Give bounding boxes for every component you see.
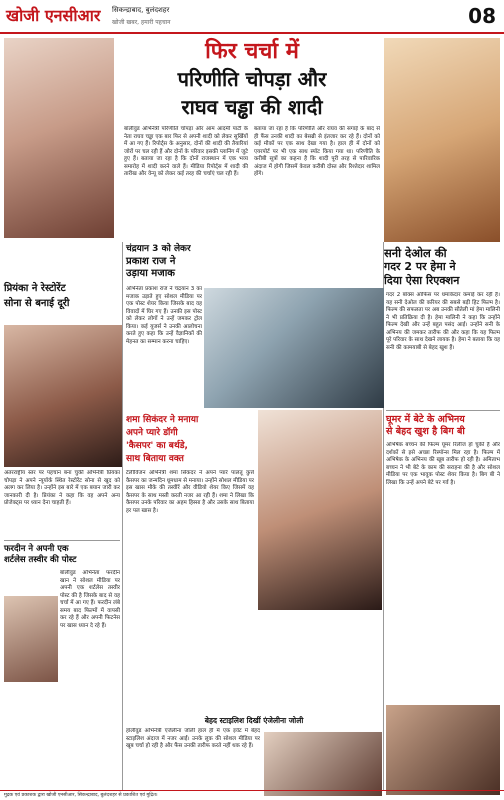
lead-headline-line1: फिर चर्चा में: [205, 39, 299, 64]
photo-prakash-raj: [204, 288, 384, 408]
photo-fardeen-khan: [4, 596, 58, 682]
priyanka-headline-line2: सोना से बनाई दूरी: [4, 298, 70, 309]
shama-headline-line3: 'कैसपर' का बर्थडे,: [126, 441, 188, 451]
masthead: [0, 0, 504, 34]
hema-headline-line1: सनी देओल की: [384, 246, 447, 260]
photo-abhishek-amitabh: [386, 705, 500, 795]
dia-body: हॉलीवुड अभिनेत्री एंजेलीना जोली हाल ही में एक इवेंट में बेहद स्टाइलिश अंदाज में नजर आईं। उनके लुक की सोशल मीडिया पर खूब चर्चा हो रही है और फैंस उनकी तारीफ करते नहीं थक रहे हैं।: [126, 728, 260, 749]
lead-headline-line3: राघव चड्ढा की शादी: [181, 95, 323, 119]
priyanka-body: अंतरराष्ट्रीय स्तर पर पहचान बना चुकी अभिनेत्री प्रियंका चोपड़ा ने अपने न्यूयॉर्क स्थित रेस्टोरेंट सोना से खुद को अलग कर लिया है। उन्होंने इस बारे में एक बयान जारी कर जानकारी दी है। प्रियंका ने कहा कि वह अपने अन्य प्रोजेक्ट्स पर ध्यान देना चाहती हैं।: [4, 470, 120, 506]
lead-headline-line2: परिणीति चोपड़ा और: [177, 67, 327, 91]
prakash-headline-line1: चंद्रयान 3 को लेकर: [126, 244, 191, 254]
dia-headline: बेहद स्टाइलिश दिखीं एंजेलीना जोली: [204, 716, 304, 725]
hema-headline-line3: दिया ऐसा रिएक्शन: [384, 274, 460, 287]
footer-imprint: मुद्रक एवं प्रकाशक द्वारा खोजी एनसीआर, सिकन्द्राबाद, बुलंदशहर से प्रकाशित एवं मुद्रित।: [0, 790, 504, 800]
lead-body-right: बताया जा रहा है कि परिणीति और राघव की सगाई के बाद से ही फैंस उनकी शादी का बेसब्री से इंतजार कर रहे हैं। दोनों को कई मौकों पर एक साथ देखा गया है। हाल ही में दोनों को एयरपोर्ट पर भी एक साथ स्पॉट किया गया था। परिणीति के करीबी सूत्रों का कहना है कि शादी पूरी तरह से पारिवारिक अंदाज में होगी जिसमें केवल करीबी दोस्त और रिश्तेदार शामिल होंगे।: [254, 126, 380, 177]
photo-hema-malini: [384, 38, 500, 242]
shama-headline-line4: साथ बिताया वक्त: [126, 454, 184, 464]
divider: [4, 540, 120, 541]
farah-body: बॉलीवुड अभिनेता फरदीन खान ने सोशल मीडिया पर अपनी एक शर्टलेस तस्वीर पोस्ट की है जिसके बाद से वह चर्चा में आ गए हैं। फरदीन लंबे समय बाद फिल्मों में वापसी कर रहे हैं और अपनी फिटनेस पर खास ध्यान दे रहे हैं।: [60, 570, 120, 629]
shama-headline-line2: अपने प्यारे डॉगी: [126, 428, 178, 438]
farah-headline-line1: फरदीन ने अपनी एक: [4, 544, 69, 554]
hema-headline-line2: गदर 2 पर हेमा ने: [384, 260, 456, 273]
page-number: 08: [468, 4, 496, 28]
column-divider: [122, 242, 123, 790]
dateline: सिकन्द्राबाद, बुलंदशहर: [112, 6, 170, 14]
shama-body: टेलीविजन अभिनेत्री शमा सिकंदर ने अपने प्यारे पालतू कुत्ते कैसपर का जन्मदिन धूमधाम से मनाया। उन्होंने सोशल मीडिया पर इस खास मौके की तस्वीरें और वीडियो शेयर किए जिसमें वह कैसपर के साथ मस्ती करती नजर आ रही हैं। शमा ने लिखा कि कैसपर उनके परिवार का अहम हिस्सा है और उसके साथ बिताया हर पल खास है।: [126, 470, 254, 514]
abhishek-body: अभिषेक बच्चन की फिल्म घूमर रिलीज हो चुकी है और दर्शकों से इसे अच्छा रिस्पॉन्स मिल रहा है। फिल्म में अभिषेक के अभिनय की खूब तारीफ हो रही है। अमिताभ बच्चन ने भी बेटे के काम की सराहना की है और सोशल मीडिया पर एक भावुक पोस्ट शेयर किया है। बिग बी ने लिखा कि उन्हें अपने बेटे पर गर्व है।: [386, 442, 500, 486]
hema-body: गदर 2 बॉक्स ऑफिस पर धमाकेदार कमाई कर रही है। यह सनी देओल की करियर की सबसे बड़ी हिट फिल्म है। फिल्म की सफलता पर अब उनकी सौतेली मां हेमा मालिनी ने भी प्रतिक्रिया दी है। हेमा मालिनी ने कहा कि उन्होंने फिल्म देखी और उन्हें बहुत पसंद आई। उन्होंने सनी के अभिनय की जमकर तारीफ की और कहा कि यह फिल्म पूरे परिवार के साथ देखने लायक है। हेमा ने बताया कि वह सनी की कामयाबी से बेहद खुश हैं।: [386, 292, 500, 351]
prakash-body-left: अभिनेता प्रकाश राज ने चंद्रयान 3 का मजाक उड़ाते हुए सोशल मीडिया पर एक पोस्ट शेयर किया जिसके बाद वह विवादों में घिर गए हैं। उनकी इस पोस्ट को लेकर लोगों ने उन्हें जमकर ट्रोल किया। कई यूजर्स ने उनकी आलोचना करते हुए कहा कि उन्हें वैज्ञानिकों की मेहनत का सम्मान करना चाहिए।: [126, 286, 202, 345]
photo-shama-sikander: [258, 410, 382, 610]
shama-headline-line1: शमा सिकंदर ने मनाया: [126, 415, 199, 425]
photo-parineeti-raghav: [4, 38, 114, 238]
subline: खोजी खबर, हमारी पहचान: [112, 19, 171, 26]
abhishek-headline-line2: से बेहद खुश है बिग बी: [386, 426, 465, 437]
prakash-headline-line2: प्रकाश राज ने: [126, 256, 176, 267]
lead-body-left: बॉलीवुड अभिनेत्री परिणीति चोपड़ा और आम आदमी पार्टी के नेता राघव चड्ढा एक बार फिर से अपनी शादी को लेकर सुर्खियों में आ गए हैं। रिपोर्ट्स के अनुसार, दोनों की शादी की तैयारियां जोरों पर चल रही हैं और दोनों के परिवार इसकी प्लानिंग में जुटे हुए हैं। बताया जा रहा है कि दोनों राजस्थान में एक भव्य समारोह में शादी करने वाले हैं। मीडिया रिपोर्ट्स में शादी की तारीख और वेन्यू को लेकर कई तरह की चर्चाएं चल रही हैं।: [124, 126, 248, 177]
farah-headline-line2: शर्टलेस तस्वीर की पोस्ट: [4, 555, 77, 565]
prakash-headline-line3: उड़ाया मजाक: [126, 268, 175, 279]
abhishek-headline-line1: घूमर में बेटे के अभिनय: [386, 414, 465, 425]
photo-angelina-jolie: [264, 732, 382, 796]
divider: [386, 410, 500, 411]
photo-priyanka-chopra: [4, 325, 122, 467]
brand-name: खोजी एनसीआर: [6, 6, 101, 25]
priyanka-headline-line1: प्रियंका ने रेस्टोरेंट: [4, 283, 66, 294]
